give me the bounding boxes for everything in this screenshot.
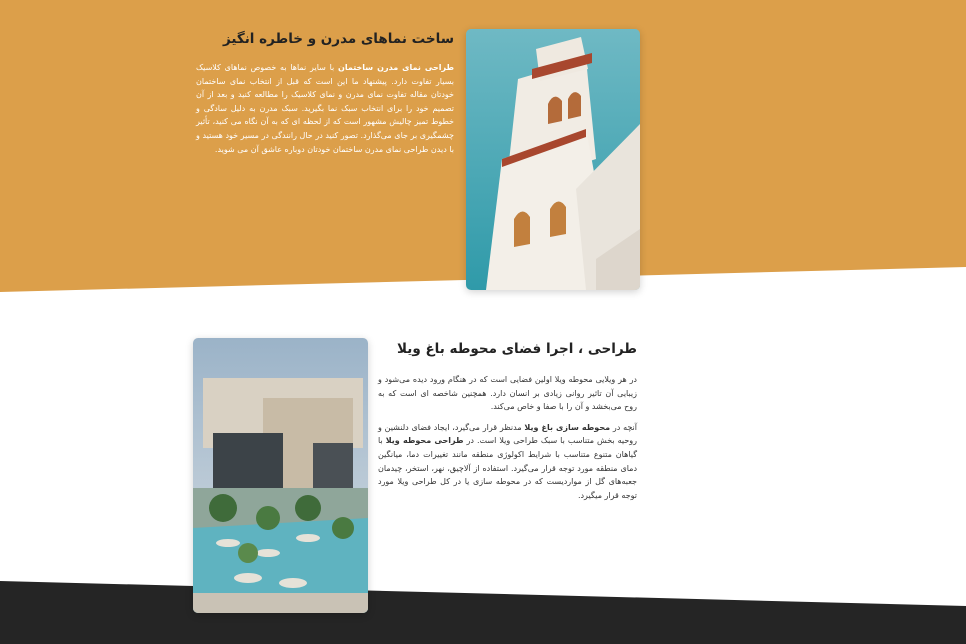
white-tower-photo bbox=[466, 29, 640, 290]
garden-bold-phrase-2: طراحی محوطه ویلا bbox=[385, 436, 464, 446]
garden-bold-phrase-1: محوطه سازی باغ ویلا bbox=[524, 422, 611, 432]
garden-paragraph-2 bbox=[378, 421, 637, 503]
villa-garden-photo bbox=[193, 338, 368, 613]
facade-section-title: ساخت نماهای مدرن و خاطره انگیز bbox=[222, 31, 454, 47]
garden-p2-text-d: با گیاهان متنوع متناسب با شرایط اکولوژی منطقه مانند تغییرات دما، میانگین دمای منطقه مورد توجه قرار می‌گیرد. استفاده از آلاچیق، نهر، استخر، چیدمان جعبه‌های گل از موارديست که در محوطه سازی یا در کل طراحی ویلا مورد توجه قرار میگیرد. bbox=[378, 436, 637, 500]
facade-section bbox=[196, 31, 454, 156]
garden-p2-text-c: مدنظر قرار می‌گیرد، ایجاد فضای دلنشین و روحیه بخش متناسب با سبک طراحی ویلا است. در bbox=[378, 422, 637, 446]
garden-section bbox=[378, 341, 637, 502]
facade-section-paragraph bbox=[196, 61, 454, 156]
garden-section-title: طراحی ، اجرا فضای محوطه باغ ویلا bbox=[397, 341, 637, 357]
facade-bold-phrase: طراحی نمای مدرن ساختمان bbox=[338, 63, 454, 72]
dark-footer-band bbox=[0, 560, 966, 644]
garden-paragraph-1: در هر ویلایی محوطه ویلا اولین فضایی است که در هنگام ورود دیده می‌شود و زیبایی آن تاثیر روانی زیادی بر انسان دارد. همچنین شاخصه ای است که به روح می‌بخشد و آن را با صفا و خاص می‌کند. bbox=[378, 375, 637, 412]
garden-p2-text-a: آنچه در bbox=[610, 422, 637, 432]
facade-paragraph-text: با سایر نماها به خصوص نماهای کلاسیک بسیار تفاوت دارد. پیشنهاد ما این است که قبل از انتخاب نمای ساختمان خودتان مقاله تفاوت نمای مدرن و نمای کلاسیک را مطالعه کنید و بعد از آن تصمیم خود را برای انتخاب سبک نما بگیرید. سبک مدرن به دلیل سادگی و خطوط تمیز چالیش مشهور است که از لحظه ای که به آن نگاه می کنید، تأثیر چشمگیری بر جای می‌گذارد. تصور کنید در حال رانندگی در مسیر خود هستید و با دیدن طراحی نمای مدرن ساختمان خودتان دوباره عاشق آن می شوید. bbox=[196, 63, 454, 154]
